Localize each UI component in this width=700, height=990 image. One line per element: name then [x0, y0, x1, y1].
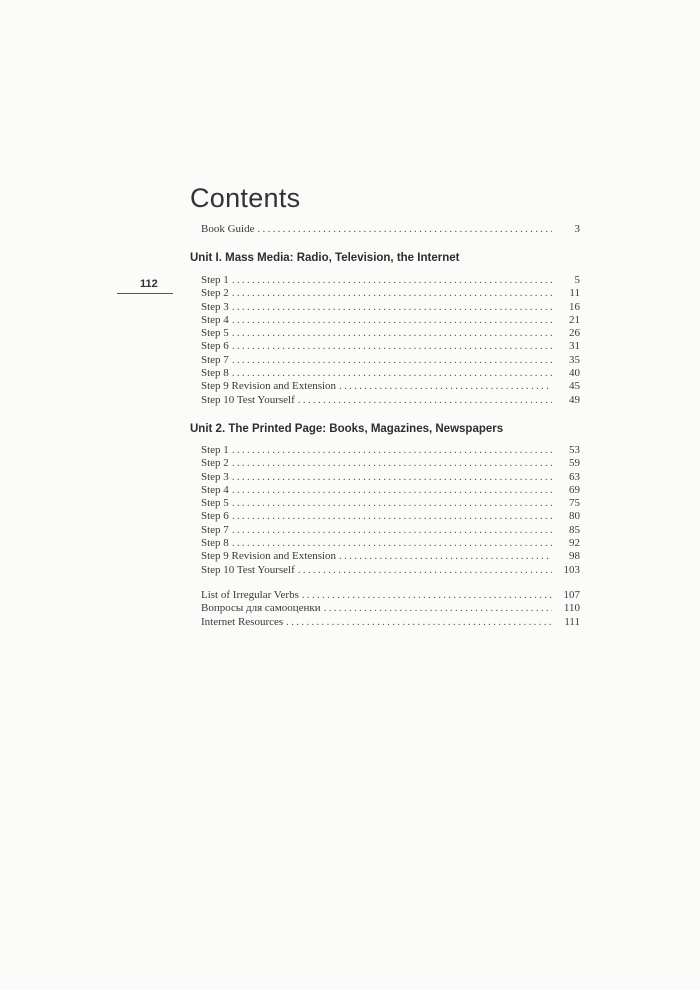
- toc-entry-label: Step 5: [201, 497, 229, 510]
- toc-entry-page: 5: [574, 274, 580, 286]
- toc-entry-page: 107: [563, 589, 580, 601]
- toc-entry-page: 26: [569, 327, 580, 340]
- page-title: Contents: [190, 183, 301, 213]
- toc-entry-page: 40: [569, 367, 580, 380]
- dot-leader: [232, 497, 552, 510]
- dot-leader: [232, 457, 552, 470]
- toc-entry: [201, 457, 580, 470]
- toc-entry-page: 35: [569, 353, 580, 366]
- dot-leader: [232, 484, 552, 497]
- toc-entry-label: Step 6: [201, 340, 229, 353]
- toc-entry-page: 103: [563, 563, 580, 576]
- toc-entry: [201, 616, 580, 629]
- toc-entry-label: Step 10 Test Yourself: [201, 563, 295, 576]
- toc-entry-page: 49: [569, 393, 580, 406]
- toc-entry-label: Book Guide: [201, 223, 255, 235]
- toc-entry-page: 59: [569, 457, 580, 470]
- dot-leader: [339, 380, 552, 393]
- toc-entry-label: Step 3: [201, 300, 229, 313]
- toc-entry-page: 111: [564, 615, 580, 628]
- toc-entry-page: 80: [569, 510, 580, 523]
- toc-entry: [201, 550, 580, 563]
- toc-entry-label: Step 2: [201, 457, 229, 470]
- dot-leader: [324, 602, 552, 615]
- toc-entry-page: 45: [569, 380, 580, 393]
- dot-leader: [232, 301, 552, 314]
- toc-entry: [201, 444, 580, 457]
- toc-entry: [201, 367, 580, 380]
- toc-entry: [201, 314, 580, 327]
- toc-entry-page: 21: [569, 313, 580, 326]
- unit2-heading: Unit 2. The Printed Page: Books, Magazines, Newspapers: [190, 423, 504, 435]
- toc-entry: [201, 380, 580, 393]
- toc-entry-page: 85: [569, 523, 580, 536]
- toc-entry-page: 69: [569, 483, 580, 496]
- dot-leader: [232, 340, 552, 353]
- toc-entry-label: Step 8: [201, 537, 229, 550]
- unit1-entries: [201, 274, 580, 407]
- dot-leader: [232, 367, 552, 380]
- page-number-rule: [117, 293, 173, 294]
- page-number: 112: [140, 278, 158, 290]
- toc-entry: [201, 274, 580, 287]
- toc-entry-page: 110: [563, 602, 580, 615]
- toc-entry: [201, 497, 580, 510]
- toc-entry-label: Step 7: [201, 353, 229, 366]
- toc-entry-page: 75: [569, 497, 580, 510]
- toc-entry-page: 31: [569, 340, 580, 353]
- toc-entry-page: 3: [574, 223, 580, 235]
- dot-leader: [298, 564, 552, 577]
- toc-entry: [201, 340, 580, 353]
- toc-entry-label: Step 1: [201, 444, 229, 456]
- toc-entry: [201, 301, 580, 314]
- dot-leader: [232, 274, 552, 287]
- toc-entry-page: 92: [569, 537, 580, 550]
- dot-leader: [232, 471, 552, 484]
- toc-entry-label: Вопросы для самооценки: [201, 602, 321, 615]
- appendix-entries: [201, 589, 580, 629]
- dot-leader: [257, 223, 552, 236]
- toc-entry-label: Step 8: [201, 367, 229, 380]
- toc-entry: [201, 589, 580, 602]
- toc-entry-label: Step 3: [201, 470, 229, 483]
- toc-entry: [201, 537, 580, 550]
- unit2-entries: [201, 444, 580, 577]
- dot-leader: [232, 524, 552, 537]
- toc-entry: [201, 484, 580, 497]
- toc-entry-label: Step 2: [201, 287, 229, 300]
- dot-leader: [232, 537, 552, 550]
- dot-leader: [232, 444, 552, 457]
- toc-entry: [201, 524, 580, 537]
- dot-leader: [232, 327, 552, 340]
- toc-entry: [201, 287, 580, 300]
- toc-entry-page: 63: [569, 470, 580, 483]
- toc-entry: [201, 602, 580, 615]
- toc-entry-label: Step 9 Revision and Extension: [201, 380, 337, 393]
- toc-entry: [201, 223, 580, 236]
- toc-entry-label: Step 7: [201, 523, 229, 536]
- dot-leader: [232, 510, 552, 523]
- toc-entry-label: Step 9 Revision and Extension: [201, 550, 337, 563]
- book-guide-entry: [201, 223, 580, 236]
- toc-entry-label: List of Irregular Verbs: [201, 589, 299, 601]
- dot-leader: [232, 287, 552, 300]
- dot-leader: [298, 394, 552, 407]
- toc-entry-page: 16: [569, 300, 580, 313]
- toc-entry: [201, 394, 580, 407]
- toc-entry-label: Internet Resources: [201, 615, 284, 628]
- toc-entry-label: Step 10 Test Yourself: [201, 393, 295, 406]
- toc-entry: [201, 471, 580, 484]
- unit1-heading: Unit I. Mass Media: Radio, Television, the Internet: [190, 252, 460, 264]
- toc-entry: [201, 510, 580, 523]
- dot-leader: [339, 550, 552, 563]
- toc-entry-label: Step 6: [201, 510, 229, 523]
- toc-entry: [201, 327, 580, 340]
- dot-leader: [232, 314, 552, 327]
- toc-entry: [201, 354, 580, 367]
- toc-entry-page: 53: [569, 444, 580, 456]
- toc-entry: [201, 564, 580, 577]
- toc-entry-label: Step 4: [201, 313, 229, 326]
- toc-entry-label: Step 5: [201, 327, 229, 340]
- dot-leader: [232, 354, 552, 367]
- toc-entry-label: Step 4: [201, 483, 229, 496]
- toc-entry-page: 11: [569, 287, 580, 300]
- dot-leader: [302, 589, 552, 602]
- dot-leader: [286, 616, 552, 629]
- toc-entry-label: Step 1: [201, 274, 229, 286]
- toc-entry-page: 98: [569, 550, 580, 563]
